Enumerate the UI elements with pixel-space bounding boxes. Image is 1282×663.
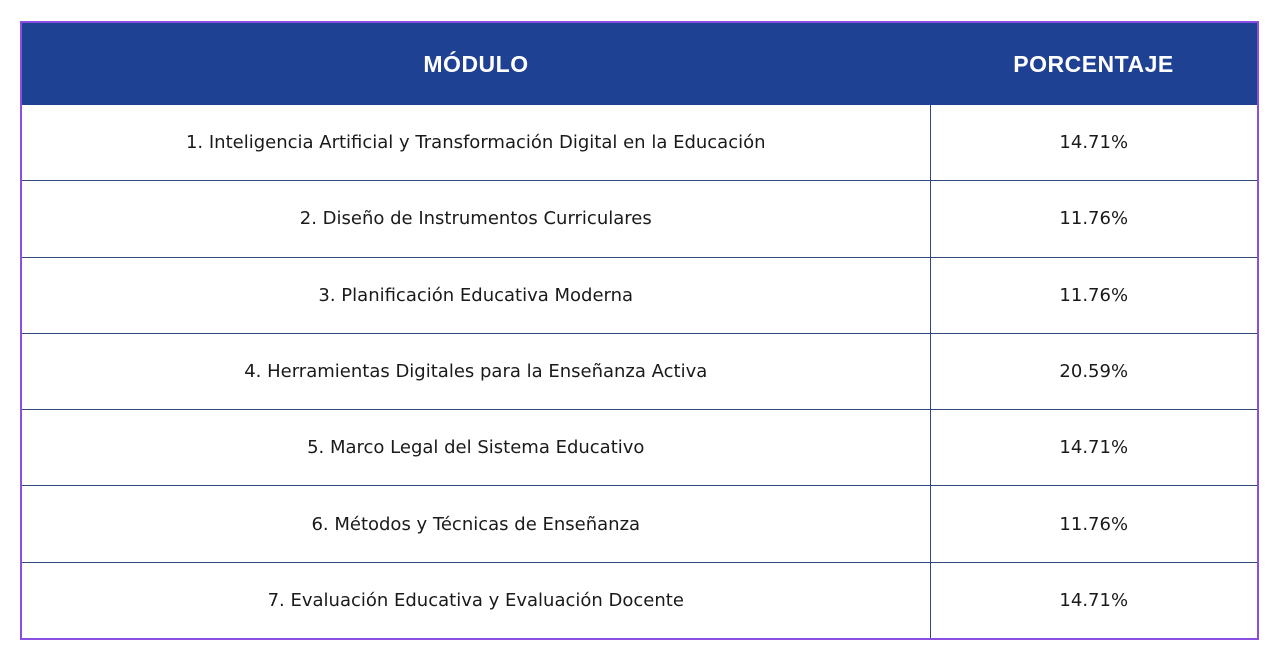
percentage-cell: 14.71% — [930, 562, 1257, 638]
table-body — [22, 105, 1257, 638]
table-row — [22, 105, 1257, 181]
table-row — [22, 181, 1257, 257]
table-row — [22, 257, 1257, 333]
header-row — [22, 23, 1257, 105]
table-header — [22, 23, 1257, 105]
table-row — [22, 562, 1257, 638]
table-row — [22, 486, 1257, 562]
header-percentage: PORCENTAJE — [930, 23, 1257, 105]
module-cell: 5. Marco Legal del Sistema Educativo — [22, 410, 930, 486]
module-cell: 6. Métodos y Técnicas de Enseñanza — [22, 486, 930, 562]
header-module: MÓDULO — [22, 23, 930, 105]
percentage-cell: 14.71% — [930, 410, 1257, 486]
module-cell: 7. Evaluación Educativa y Evaluación Docente — [22, 562, 930, 638]
module-cell: 1. Inteligencia Artificial y Transformación Digital en la Educación — [22, 105, 930, 181]
module-table-frame — [20, 21, 1259, 640]
percentage-cell: 11.76% — [930, 486, 1257, 562]
module-cell: 4. Herramientas Digitales para la Enseñanza Activa — [22, 333, 930, 409]
percentage-cell: 14.71% — [1059, 132, 1129, 154]
percentage-cell: 20.59% — [930, 333, 1257, 409]
module-cell: 3. Planificación Educativa Moderna — [22, 257, 930, 333]
module-cell: 2. Diseño de Instrumentos Curriculares — [22, 181, 930, 257]
table-row — [22, 333, 1257, 409]
percentage-cell: 11.76% — [930, 181, 1257, 257]
module-percentage-table — [22, 23, 1257, 638]
percentage-cell: 11.76% — [930, 257, 1257, 333]
table-row — [22, 410, 1257, 486]
